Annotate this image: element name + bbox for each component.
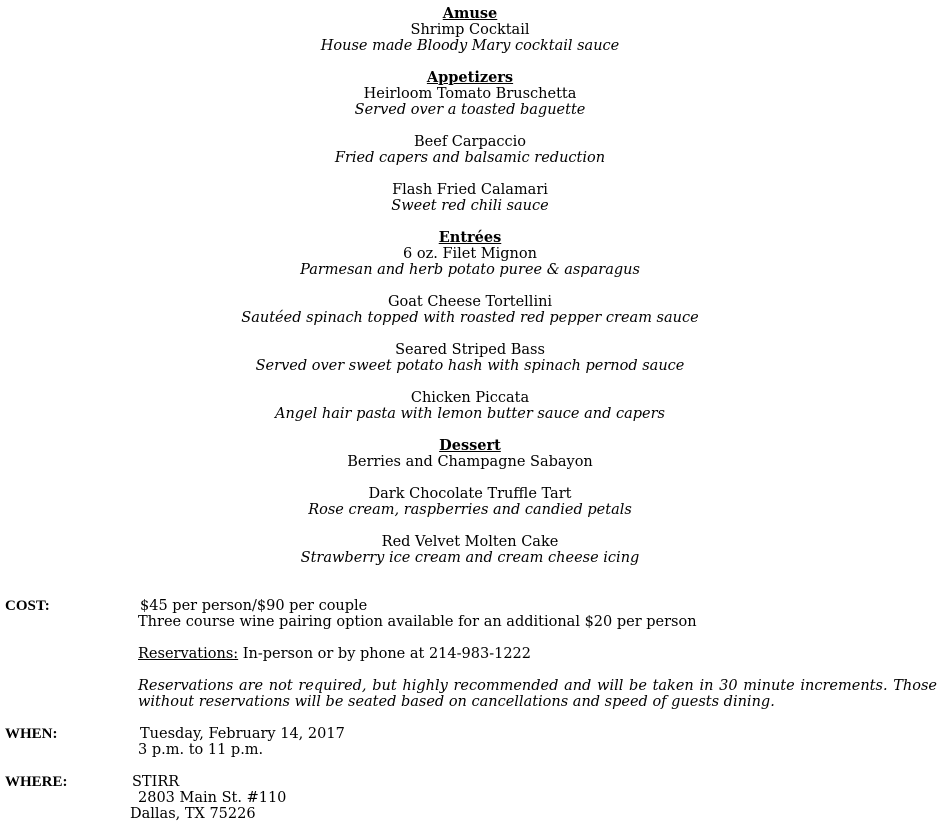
dish-description: House made Bloody Mary cocktail sauce (320, 38, 620, 54)
dish-name: Dark Chocolate Truffle Tart (368, 486, 572, 502)
menu-section-entrees (0, 230, 940, 422)
event-date: Tuesday, February 14, 2017 (140, 726, 345, 742)
menu-item (0, 486, 940, 518)
menu-item (0, 390, 940, 422)
dish-description: Sweet red chili sauce (391, 198, 549, 214)
dish-name: Heirloom Tomato Bruschetta (363, 86, 577, 102)
dish-description: Fried capers and balsamic reduction (334, 150, 606, 166)
dish-name: Red Velvet Molten Cake (381, 534, 559, 550)
dish-description: Served over sweet potato hash with spinach pernod sauce (255, 358, 685, 374)
dish-name: Goat Cheese Tortellini (387, 294, 553, 310)
dish-description: Sautéed spinach topped with roasted red pepper cream sauce (241, 310, 699, 326)
menu-section-amuse (0, 6, 940, 54)
when-label: WHEN: (5, 726, 58, 742)
menu-section-dessert (0, 438, 940, 566)
wine-pairing-text: Three course wine pairing option available for an additional $20 per person (138, 614, 697, 630)
dish-name: Flash Fried Calamari (392, 182, 548, 198)
venue-city: Dallas, TX 75226 (130, 806, 256, 822)
where-label: WHERE: (5, 774, 68, 790)
menu-item (0, 86, 940, 118)
reservations-text: In-person or by phone at 214-983-1222 (238, 646, 532, 662)
menu-item (0, 22, 940, 54)
reservations-label: Reservations: (138, 646, 239, 662)
dish-name: Beef Carpaccio (414, 134, 526, 150)
cost-price: $45 per person/$90 per couple (140, 598, 368, 614)
menu-item (0, 294, 940, 326)
menu-item (0, 134, 940, 166)
dish-name: Chicken Piccata (410, 390, 530, 406)
section-title: Entrées (438, 229, 502, 246)
venue-street: 2803 Main St. #110 (138, 790, 287, 806)
dish-description: Parmesan and herb potato puree & asparagus (300, 262, 640, 278)
section-title: Appetizers (426, 69, 514, 86)
dish-description: Served over a toasted baguette (354, 102, 586, 118)
dish-description: Rose cream, raspberries and candied petals (308, 502, 632, 518)
event-time: 3 p.m. to 11 p.m. (138, 742, 264, 758)
dish-name: Berries and Champagne Sabayon (347, 454, 593, 470)
menu-item (0, 246, 940, 278)
dish-name: Shrimp Cocktail (410, 22, 530, 38)
reservations-note: Reservations are not required, but highly recommended and will be taken in 30 minute increments. Those without reservations will be seated based on cancellations and speed of guests dining. (138, 678, 937, 710)
dish-description: Angel hair pasta with lemon butter sauce and capers (274, 406, 665, 422)
venue-name: STIRR (132, 774, 180, 790)
dish-name: 6 oz. Filet Mignon (403, 246, 537, 262)
menu-item (0, 534, 940, 566)
reservations-line (138, 646, 531, 662)
dish-name: Seared Striped Bass (395, 342, 545, 358)
menu-section-appetizers (0, 70, 940, 214)
menu-item (0, 454, 940, 470)
section-title: Amuse (442, 5, 498, 22)
cost-label: COST: (5, 598, 50, 614)
section-title: Dessert (439, 437, 501, 454)
menu (0, 6, 940, 582)
menu-item (0, 182, 940, 214)
menu-item (0, 342, 940, 374)
dish-description: Strawberry ice cream and cream cheese icing (300, 550, 640, 566)
